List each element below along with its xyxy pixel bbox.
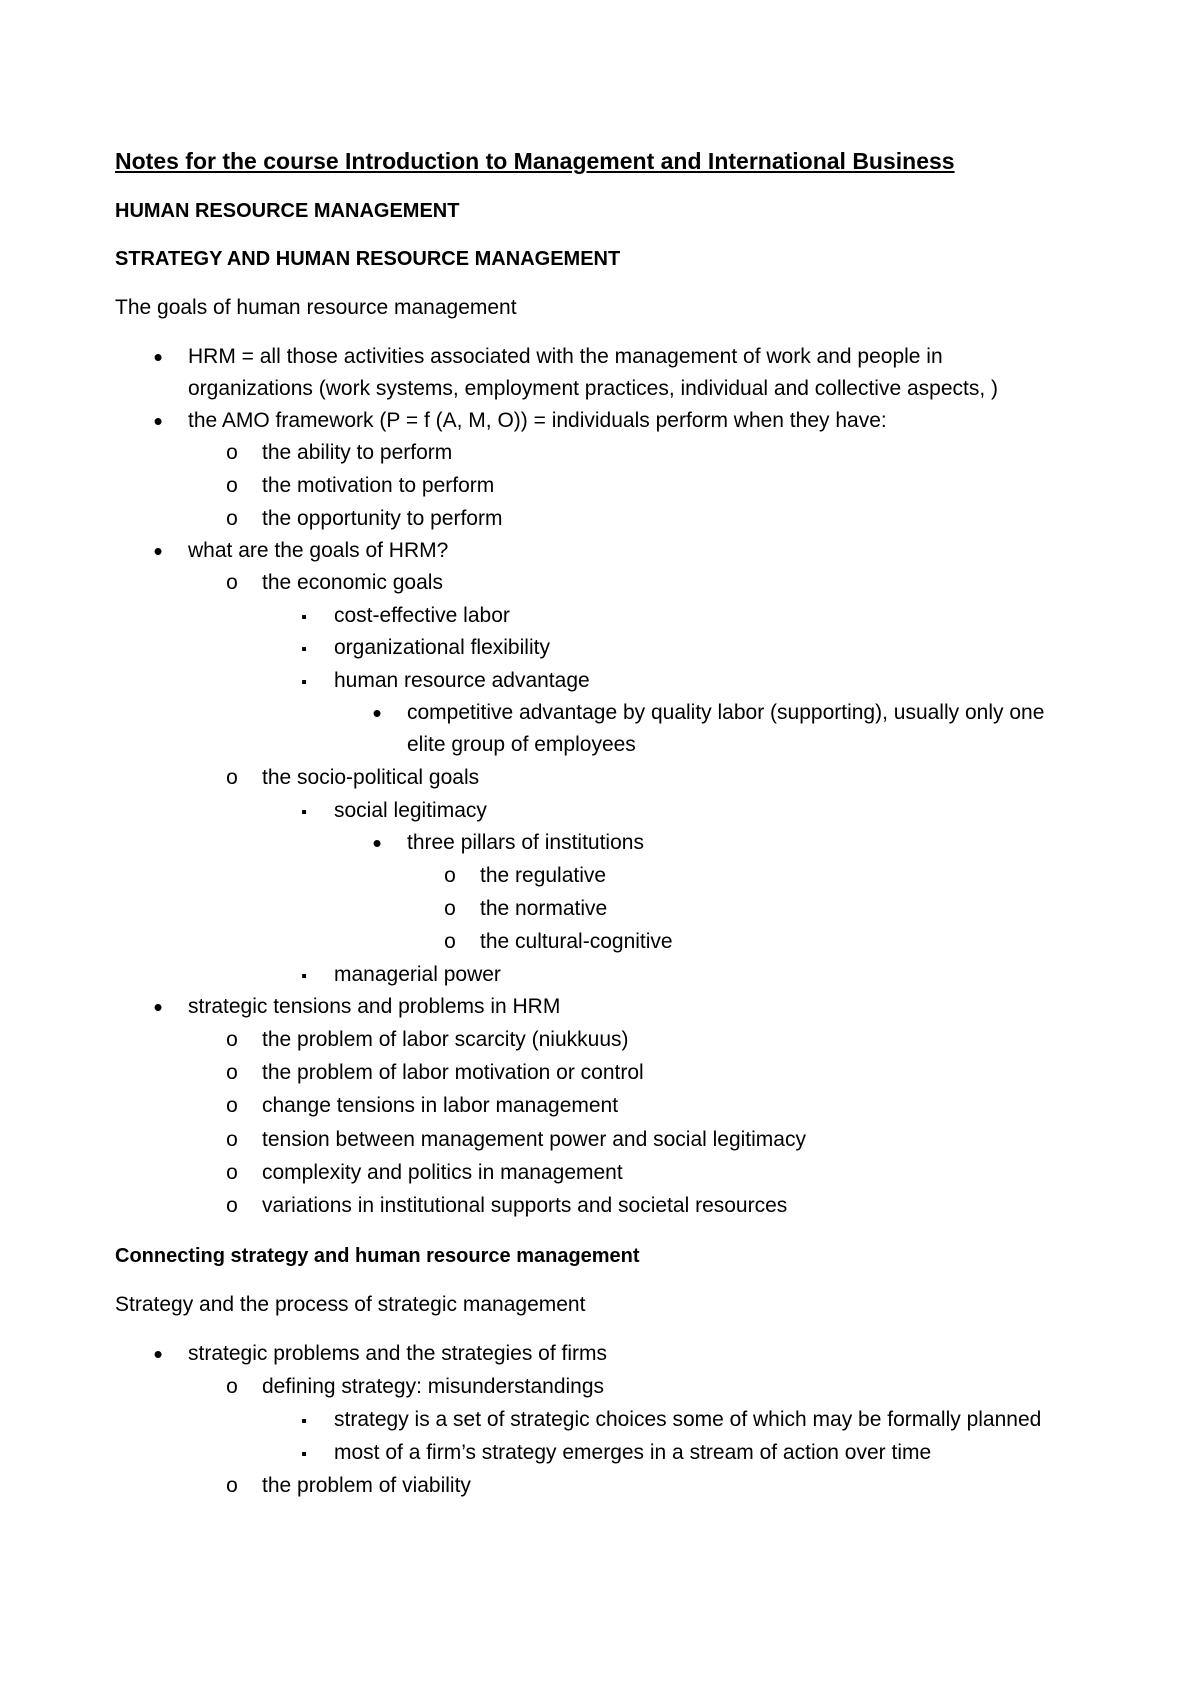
list-item: human resource advantage — [334, 669, 590, 692]
list-item: HRM = all those activities associated with the management of work and people in — [188, 345, 943, 368]
bullet-circle — [222, 503, 242, 535]
bullet-disc — [367, 827, 387, 862]
bullet-circle — [222, 762, 242, 794]
list-item: defining strategy: misunderstandings — [262, 1375, 605, 1398]
bullet-circle — [222, 1090, 242, 1122]
list-item-continuation: organizations (work systems, employment practices, individual and collective aspects, ) — [188, 377, 999, 400]
bullet-circle — [222, 1024, 242, 1056]
list-item: competitive advantage by quality labor (supporting), usually only one — [407, 701, 1045, 724]
bullet-circle — [222, 1124, 242, 1156]
subheading-strategy-process: Strategy and the process of strategic management — [115, 1293, 586, 1316]
list-item: strategic problems and the strategies of firms — [188, 1342, 608, 1365]
heading-connecting: Connecting strategy and human resource management — [115, 1245, 640, 1267]
list-item: the cultural-cognitive — [480, 930, 673, 953]
bullet-circle — [222, 1057, 242, 1089]
bullet-disc — [148, 535, 168, 570]
list-item: strategy is a set of strategic choices some of which may be formally planned — [334, 1408, 1042, 1431]
bullet-disc — [367, 697, 387, 732]
bullet-circle — [222, 1190, 242, 1222]
list-item: the regulative — [480, 864, 607, 887]
document-title: Notes for the course Introduction to Management and International Business — [115, 148, 955, 174]
list-item: the socio-political goals — [262, 766, 480, 789]
list-item: the problem of labor motivation or control — [262, 1061, 644, 1084]
bullet-circle — [440, 893, 460, 925]
bullet-square — [294, 632, 314, 666]
list-item: the problem of labor scarcity (niukkuus) — [262, 1028, 629, 1051]
list-item: the problem of viability — [262, 1474, 471, 1497]
list-item: managerial power — [334, 963, 501, 986]
bullet-square — [294, 1404, 314, 1438]
bullet-circle — [440, 860, 460, 892]
list-item: variations in institutional supports and societal resources — [262, 1194, 788, 1217]
bullet-circle — [222, 470, 242, 502]
list-item: the normative — [480, 897, 608, 920]
bullet-circle — [222, 567, 242, 599]
list-item: cost-effective labor — [334, 604, 510, 627]
bullet-circle — [222, 1157, 242, 1189]
list-item: the AMO framework (P = f (A, M, O)) = individuals perform when they have: — [188, 409, 887, 432]
bullet-disc — [148, 1338, 168, 1373]
bullet-disc — [148, 405, 168, 440]
list-item: strategic tensions and problems in HRM — [188, 995, 561, 1018]
bullet-disc — [148, 341, 168, 376]
list-item: the economic goals — [262, 571, 443, 594]
list-item: organizational flexibility — [334, 636, 550, 659]
list-item: complexity and politics in management — [262, 1161, 623, 1184]
bullet-disc — [148, 991, 168, 1026]
bullet-square — [294, 1437, 314, 1471]
subheading-goals: The goals of human resource management — [115, 296, 517, 319]
heading-strategy-hrm: STRATEGY AND HUMAN RESOURCE MANAGEMENT — [115, 248, 621, 270]
list-item: social legitimacy — [334, 799, 487, 822]
list-item: what are the goals of HRM? — [188, 539, 449, 562]
list-item: three pillars of institutions — [407, 831, 644, 854]
list-item: most of a firm’s strategy emerges in a stream of action over time — [334, 1441, 932, 1464]
bullet-circle — [222, 437, 242, 469]
bullet-circle — [222, 1371, 242, 1403]
bullet-circle — [440, 926, 460, 958]
bullet-square — [294, 795, 314, 829]
bullet-circle — [222, 1470, 242, 1502]
bullet-square — [294, 600, 314, 634]
list-item: change tensions in labor management — [262, 1094, 619, 1117]
heading-hrm: HUMAN RESOURCE MANAGEMENT — [115, 200, 460, 222]
bullet-square — [294, 665, 314, 699]
list-item: the opportunity to perform — [262, 507, 503, 530]
bullet-square — [294, 959, 314, 993]
list-item: the motivation to perform — [262, 474, 495, 497]
list-item-continuation: elite group of employees — [407, 733, 636, 756]
list-item: tension between management power and social legitimacy — [262, 1128, 806, 1151]
list-item: the ability to perform — [262, 441, 453, 464]
